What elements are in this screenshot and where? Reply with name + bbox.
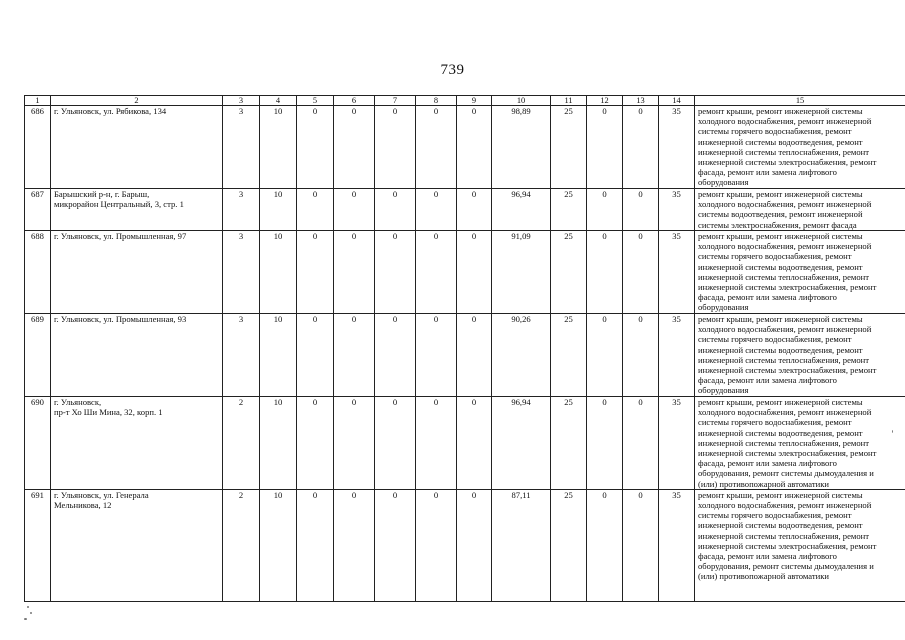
column-header-12: 12 [587,96,623,106]
address-cell: г. Ульяновск, пр-т Хо Ши Мина, 32, корп. 1 [51,397,223,490]
cell-col-12: 0 [587,106,623,189]
column-header-5: 5 [297,96,334,106]
cell-col-10: 98,89 [492,106,551,189]
cell-col-12: 0 [587,314,623,397]
column-header-8: 8 [416,96,457,106]
table-row [25,189,905,231]
cell-col-9: 0 [457,189,492,231]
cell-col-3: 2 [223,489,260,601]
cell-col-4: 10 [260,489,297,601]
header-row [25,96,905,106]
works-cell: ремонт крыши, ремонт инженерной системы холодного водоснабжения, ремонт инженерной системы горячего водоснабжения, ремонт инженерной системы водоотведения, ремонт инженерной системы теплоснабжения, ремонт инженерной системы электроснабжения, ремонт фасада, ремонт или замена лифтового оборудования, ремонт системы дымоудаления и (или) противопожарной автоматики [695,489,905,601]
address-cell: г. Ульяновск, ул. Промышленная, 93 [51,314,223,397]
works-cell: ремонт крыши, ремонт инженерной системы холодного водоснабжения, ремонт инженерной системы горячего водоснабжения, ремонт инженерной системы водоотведения, ремонт инженерной системы теплоснабжения, ремонт инженерной системы электроснабжения, ремонт фасада, ремонт или замена лифтового оборудования [695,231,905,314]
cell-col-13: 0 [623,314,659,397]
page-number: 739 [440,62,465,78]
cell-col-10: 87,11 [492,489,551,601]
cell-col-7: 0 [375,231,416,314]
cell-col-4: 10 [260,189,297,231]
cell-col-4: 10 [260,397,297,490]
address-cell: г. Ульяновск, ул. Рябикова, 134 [51,106,223,189]
cell-col-8: 0 [416,314,457,397]
cell-col-3: 3 [223,314,260,397]
table-row [25,106,905,189]
cell-col-13: 0 [623,189,659,231]
cell-col-10: 96,94 [492,189,551,231]
cell-col-11: 25 [551,397,587,490]
cell-col-14: 35 [659,106,695,189]
cell-col-5: 0 [297,106,334,189]
cell-col-6: 0 [334,489,375,601]
address-cell: Барышский р-н, г. Барыш, микрорайон Центральный, 3, стр. 1 [51,189,223,231]
cell-col-14: 35 [659,231,695,314]
table-row [25,314,905,397]
row-number: 691 [25,489,51,601]
works-cell: ремонт крыши, ремонт инженерной системы холодного водоснабжения, ремонт инженерной системы горячего водоснабжения, ремонт инженерной системы водоотведения, ремонт инженерной системы теплоснабжения, ремонт инженерной системы электроснабжения, ремонт фасада, ремонт или замена лифтового оборудования [695,314,905,397]
scan-speck [24,618,27,620]
cell-col-10: 90,26 [492,314,551,397]
cell-col-4: 10 [260,106,297,189]
cell-col-11: 25 [551,231,587,314]
cell-col-12: 0 [587,189,623,231]
address-cell: г. Ульяновск, ул. Генерала Мельникова, 12 [51,489,223,601]
cell-col-8: 0 [416,489,457,601]
cell-col-6: 0 [334,106,375,189]
cell-col-9: 0 [457,231,492,314]
cell-col-7: 0 [375,106,416,189]
cell-col-8: 0 [416,397,457,490]
cell-col-9: 0 [457,397,492,490]
cell-col-11: 25 [551,189,587,231]
scan-speck [892,430,893,433]
works-cell: ремонт крыши, ремонт инженерной системы холодного водоснабжения, ремонт инженерной системы горячего водоснабжения, ремонт инженерной системы водоотведения, ремонт инженерной системы теплоснабжения, ремонт инженерной системы электроснабжения, ремонт фасада, ремонт или замена лифтового оборудования, ремонт системы дымоудаления и (или) противопожарной автоматики [695,397,905,490]
cell-col-5: 0 [297,314,334,397]
cell-col-12: 0 [587,397,623,490]
column-header-13: 13 [623,96,659,106]
cell-col-14: 35 [659,397,695,490]
address-cell: г. Ульяновск, ул. Промышленная, 97 [51,231,223,314]
table-row [25,397,905,490]
works-cell: ремонт крыши, ремонт инженерной системы холодного водоснабжения, ремонт инженерной системы горячего водоснабжения, ремонт инженерной системы водоотведения, ремонт инженерной системы теплоснабжения, ремонт инженерной системы электроснабжения, ремонт фасада, ремонт или замена лифтового оборудования [695,106,905,189]
cell-col-4: 10 [260,314,297,397]
cell-col-8: 0 [416,231,457,314]
row-number: 688 [25,231,51,314]
cell-col-13: 0 [623,231,659,314]
cell-col-13: 0 [623,106,659,189]
cell-col-11: 25 [551,106,587,189]
cell-col-11: 25 [551,489,587,601]
cell-col-11: 25 [551,314,587,397]
cell-col-10: 91,09 [492,231,551,314]
column-header-6: 6 [334,96,375,106]
cell-col-14: 35 [659,489,695,601]
cell-col-9: 0 [457,489,492,601]
cell-col-5: 0 [297,231,334,314]
cell-col-14: 35 [659,314,695,397]
column-header-14: 14 [659,96,695,106]
cell-col-6: 0 [334,189,375,231]
cell-col-7: 0 [375,397,416,490]
row-number: 689 [25,314,51,397]
row-number: 687 [25,189,51,231]
cell-col-5: 0 [297,489,334,601]
column-header-11: 11 [551,96,587,106]
works-cell: ремонт крыши, ремонт инженерной системы холодного водоснабжения, ремонт инженерной системы водоотведения, ремонт инженерной системы электроснабжения, ремонт фасада [695,189,905,231]
table-row [25,489,905,601]
cell-col-5: 0 [297,397,334,490]
column-header-3: 3 [223,96,260,106]
cell-col-6: 0 [334,397,375,490]
cell-col-12: 0 [587,489,623,601]
cell-col-8: 0 [416,189,457,231]
cell-col-8: 0 [416,106,457,189]
cell-col-13: 0 [623,489,659,601]
column-header-7: 7 [375,96,416,106]
cell-col-9: 0 [457,106,492,189]
column-header-2: 2 [51,96,223,106]
cell-col-9: 0 [457,314,492,397]
column-header-9: 9 [457,96,492,106]
table-row [25,231,905,314]
cell-col-5: 0 [297,189,334,231]
column-header-4: 4 [260,96,297,106]
column-header-10: 10 [492,96,551,106]
row-number: 686 [25,106,51,189]
cell-col-3: 3 [223,231,260,314]
cell-col-7: 0 [375,314,416,397]
column-header-15: 15 [695,96,905,106]
cell-col-6: 0 [334,231,375,314]
scan-speck [27,606,29,608]
cell-col-12: 0 [587,231,623,314]
cell-col-7: 0 [375,189,416,231]
cell-col-10: 96,94 [492,397,551,490]
cell-col-3: 3 [223,106,260,189]
cell-col-3: 3 [223,189,260,231]
cell-col-4: 10 [260,231,297,314]
cell-col-7: 0 [375,489,416,601]
cell-col-6: 0 [334,314,375,397]
column-header-1: 1 [25,96,51,106]
cell-col-14: 35 [659,189,695,231]
row-number: 690 [25,397,51,490]
cell-col-3: 2 [223,397,260,490]
register-table [24,95,905,602]
scan-speck [30,612,32,614]
cell-col-13: 0 [623,397,659,490]
